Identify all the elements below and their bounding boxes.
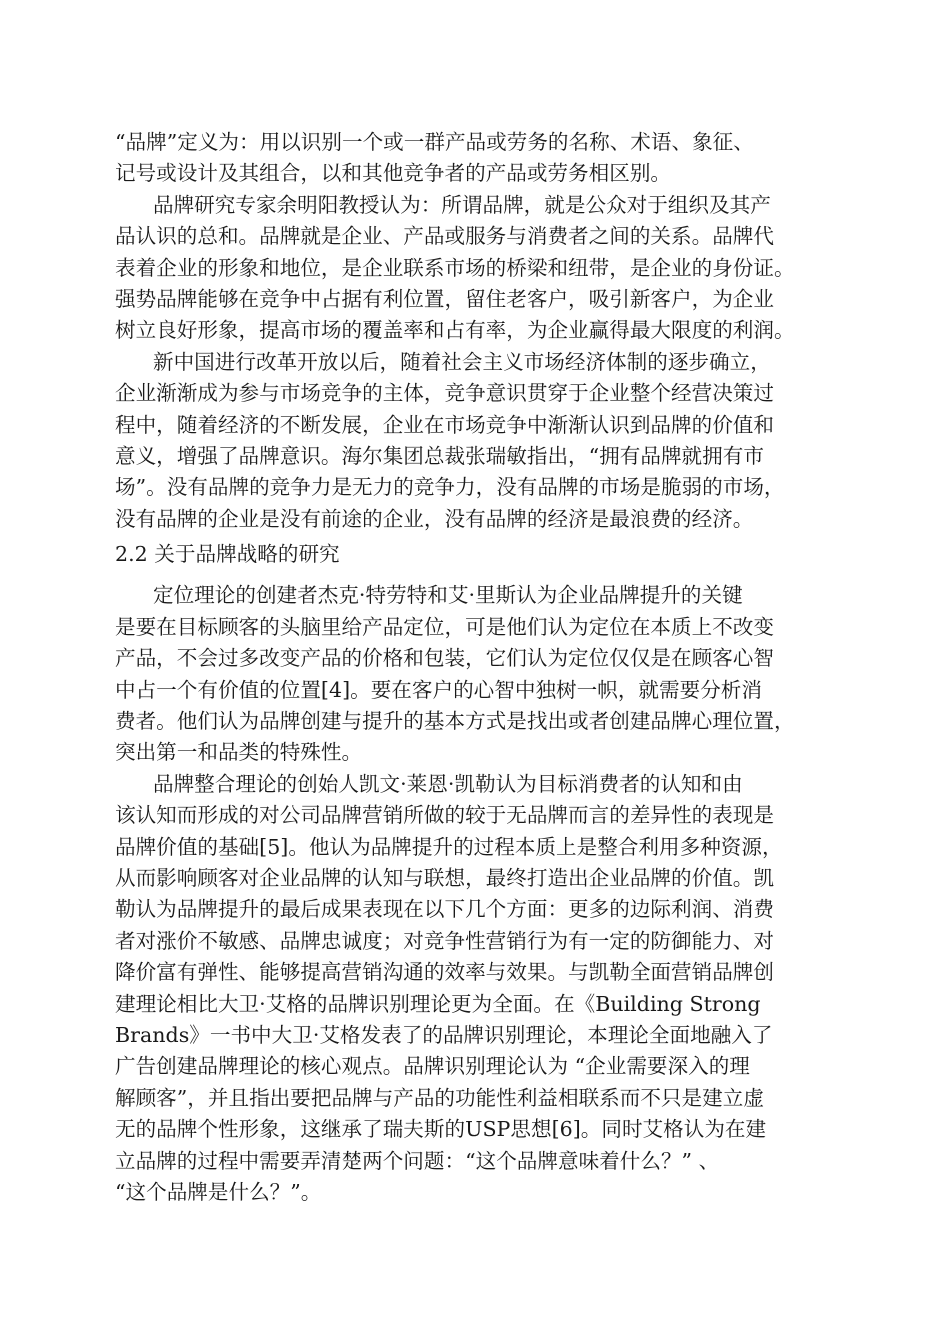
- text-line: 立品牌的过程中需要弄清楚两个问题：“这个品牌意味着什么？” 、: [115, 1148, 720, 1173]
- text-line: 突出第一和品类的特殊性。: [115, 740, 363, 765]
- paragraph-brand-integration-theory: [115, 769, 850, 1208]
- text-line: “品牌”定义为：用以识别一个或一群产品或劳务的名称、术语、象征、: [115, 130, 754, 154]
- text-line: 新中国进行改革开放以后，随着社会主义市场经济体制的逐步确立，: [153, 349, 771, 374]
- text-line: 者对涨价不敏感、品牌忠诚度；对竞争性营销行为有一定的防御能力、对: [115, 928, 774, 953]
- text-line: 从而影响顾客对企业品牌的认知与联想，最终打造出企业品牌的价值。凯: [115, 865, 774, 890]
- paragraph-brand-definition: [115, 127, 850, 190]
- text-line: 品牌价值的基础[5]。他认为品牌提升的过程本质上是整合利用多种资源，: [115, 834, 783, 859]
- text-line: 勒认为品牌提升的最后成果表现在以下几个方面：更多的边际利润、消费: [115, 897, 774, 922]
- text-line: 定位理论的创建者杰克·特劳特和艾·里斯认为企业品牌提升的关键: [153, 583, 743, 608]
- text-line: 意义，增强了品牌意识。海尔集团总裁张瑞敏指出，“拥有品牌就拥有市: [115, 443, 764, 468]
- text-line: 强势品牌能够在竞争中占据有利位置，留住老客户，吸引新客户，为企业: [115, 286, 774, 311]
- text-line: 该认知而形成的对公司品牌营销所做的较于无品牌而言的差异性的表现是: [115, 803, 774, 828]
- text-line: 建理论相比大卫·艾格的品牌识别理论更为全面。在《Building Strong: [115, 991, 761, 1016]
- document-body: [115, 127, 850, 1208]
- text-line: 中占一个有价值的位置[4]。要在客户的心智中独树一帜，就需要分析消: [115, 677, 762, 702]
- paragraph-positioning-theory: [115, 580, 850, 768]
- text-line: 品牌研究专家余明阳教授认为：所谓品牌，就是公众对于组织及其产: [153, 192, 771, 217]
- text-line: 树立良好形象，提高市场的覆盖率和占有率，为企业赢得最大限度的利润。: [115, 318, 795, 343]
- text-line: 产品，不会过多改变产品的价格和包装，它们认为定位仅仅是在顾客心智: [115, 646, 774, 671]
- text-line: 解顾客”，并且指出要把品牌与产品的功能性利益相联系而不只是建立虚: [115, 1085, 764, 1110]
- paragraph-reform: [115, 347, 850, 535]
- text-line: 广告创建品牌理论的核心观点。品牌识别理论认为 “企业需要深入的理: [115, 1054, 750, 1079]
- text-line: 表着企业的形象和地位，是企业联系市场的桥梁和纽带，是企业的身份证。: [115, 255, 795, 280]
- text-line: 无的品牌个性形象，这继承了瑞夫斯的USP思想[6]。同时艾格认为在建: [115, 1117, 767, 1142]
- text-line: “这个品牌是什么？”。: [115, 1179, 322, 1204]
- text-line: 是要在目标顾客的头脑里给产品定位，可是他们认为定位在本质上不改变: [115, 614, 774, 639]
- text-line: 费者。他们认为品牌创建与提升的基本方式是找出或者创建品牌心理位置，: [115, 709, 795, 734]
- section-heading: 2.2 关于品牌战略的研究: [115, 542, 340, 567]
- text-line: 记号或设计及其组合，以和其他竞争者的产品或劳务相区别。: [115, 161, 672, 186]
- text-line: 品牌整合理论的创始人凯文·莱恩·凯勒认为目标消费者的认知和由: [153, 771, 743, 796]
- paragraph-yu-mingyang: [115, 190, 850, 347]
- text-line: 程中，随着经济的不断发展，企业在市场竞争中渐渐认识到品牌的价值和: [115, 412, 774, 437]
- text-line: 品认识的总和。品牌就是企业、产品或服务与消费者之间的关系。品牌代: [115, 224, 774, 249]
- text-line: Brands》一书中大卫·艾格发表了的品牌识别理论，本理论全面地融入了: [115, 1022, 773, 1047]
- text-line: 企业渐渐成为参与市场竞争的主体，竞争意识贯穿于企业整个经营决策过: [115, 381, 774, 406]
- text-line: 降价富有弹性、能够提高营销沟通的效率与效果。与凯勒全面营销品牌创: [115, 960, 774, 985]
- text-line: 没有品牌的企业是没有前途的企业，没有品牌的经济是最浪费的经济。: [115, 506, 754, 531]
- text-line: 场”。没有品牌的竞争力是无力的竞争力，没有品牌的市场是脆弱的市场，: [115, 475, 785, 500]
